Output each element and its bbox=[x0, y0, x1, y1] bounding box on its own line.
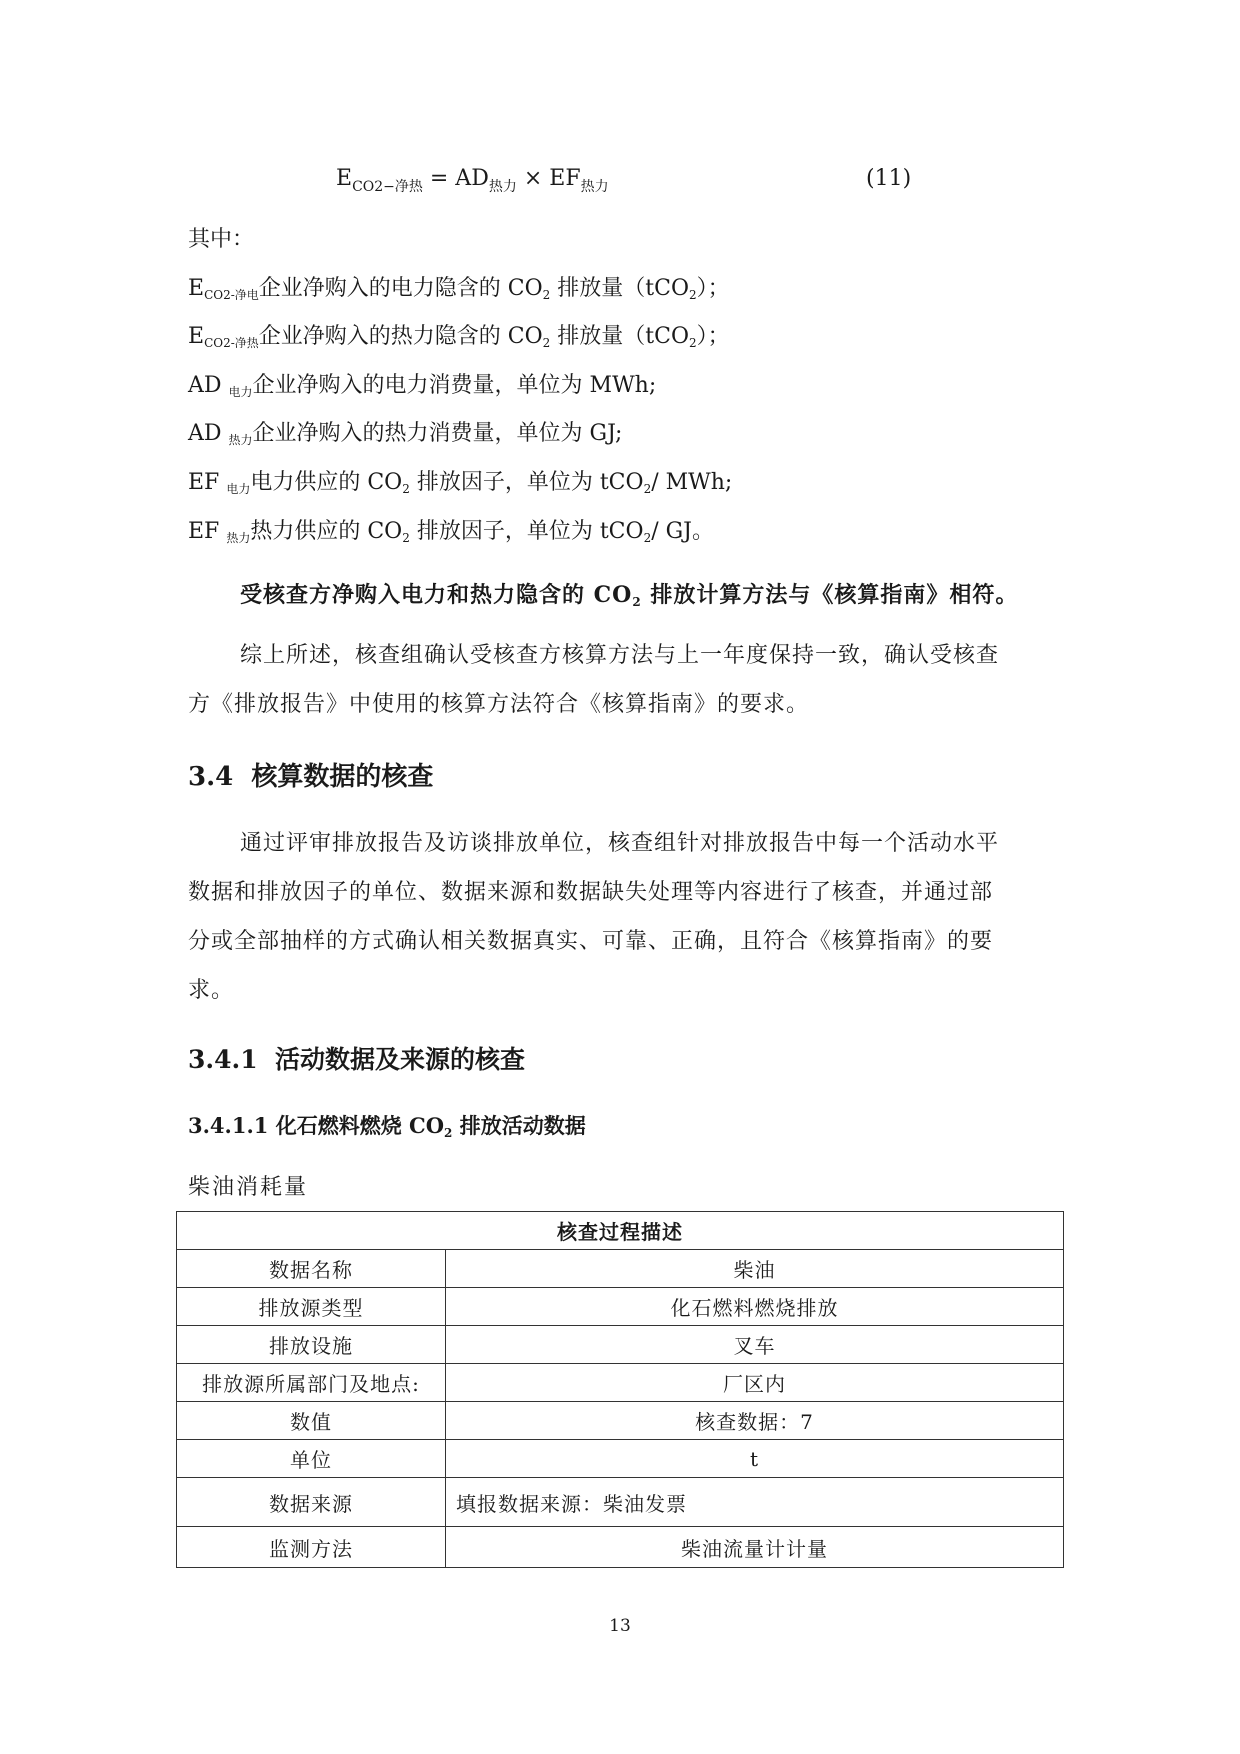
definition-ef-heat: EF $_{热力}$热力供应的 $CO_2$ 排放因子，单位为 tCO$_2$/ GJ。 bbox=[188, 519, 715, 545]
definition-e-net-electricity: $E_{CO2-净电}$企业净购入的电力隐含的 $CO_2$ 排放量（tCO$_2$）； bbox=[188, 276, 730, 302]
definition-ad-heat: AD $_{热力}$企业净购入的热力消费量，单位为 GJ; bbox=[188, 421, 623, 447]
definition-ad-electricity: AD $_{电力}$企业净购入的电力消费量，单位为 MWh; bbox=[188, 373, 657, 399]
row-value: 核查数据：7 bbox=[446, 1402, 1064, 1440]
row-value: 填报数据来源：柴油发票 bbox=[446, 1478, 1064, 1527]
table-row bbox=[177, 1364, 1064, 1402]
section-3-4-line-4: 求。 bbox=[188, 978, 235, 1003]
summary-line-1: 综上所述，核查组确认受核查方核算方法与上一年度保持一致，确认受核查 bbox=[240, 643, 1000, 668]
formula-11: $E_{CO2-净热} = AD_{热力} \times EF_{热力}$ bbox=[336, 166, 609, 195]
row-label: 排放源类型 bbox=[177, 1288, 446, 1326]
row-value: 柴油 bbox=[446, 1250, 1064, 1288]
row-value: 柴油流量计计量 bbox=[446, 1527, 1064, 1568]
section-3-4-line-1: 通过评审排放报告及访谈排放单位，核查组针对排放报告中每一个活动水平 bbox=[240, 831, 1000, 856]
conclusion-statement: 受核查方净购入电力和热力隐含的 $CO_2$ 排放计算方法与《核算指南》相符。 bbox=[240, 582, 1019, 609]
row-label: 排放设施 bbox=[177, 1326, 446, 1364]
row-label: 数据名称 bbox=[177, 1250, 446, 1288]
verification-table bbox=[176, 1211, 1064, 1568]
table-row bbox=[177, 1527, 1064, 1568]
table-row bbox=[177, 1440, 1064, 1478]
table-row bbox=[177, 1402, 1064, 1440]
row-label: 监测方法 bbox=[177, 1527, 446, 1568]
row-value: 厂区内 bbox=[446, 1364, 1064, 1402]
table-row bbox=[177, 1250, 1064, 1288]
table-row bbox=[177, 1288, 1064, 1326]
section-heading-3-4-1: 3.4.1 活动数据及来源的核查 bbox=[188, 1045, 526, 1074]
formula-number: (11) bbox=[866, 166, 912, 191]
where-label: 其中： bbox=[188, 227, 255, 252]
row-label: 单位 bbox=[177, 1440, 446, 1478]
row-label: 数据来源 bbox=[177, 1478, 446, 1527]
row-value: 叉车 bbox=[446, 1326, 1064, 1364]
table-header: 核查过程描述 bbox=[177, 1212, 1064, 1250]
page-number: 13 bbox=[609, 1616, 631, 1636]
table-row bbox=[177, 1326, 1064, 1364]
section-heading-3-4-1-1: 3.4.1.1 化石燃料燃烧 $CO_2$ 排放活动数据 bbox=[188, 1113, 586, 1140]
summary-line-2: 方《排放报告》中使用的核算方法符合《核算指南》的要求。 bbox=[188, 692, 810, 717]
table-header-row bbox=[177, 1212, 1064, 1250]
table-caption: 柴油消耗量 bbox=[188, 1175, 309, 1200]
definition-ef-electricity: EF $_{电力}$电力供应的 $CO_2$ 排放因子，单位为 tCO$_2$/ MWh; bbox=[188, 470, 733, 496]
row-label: 数值 bbox=[177, 1402, 446, 1440]
section-heading-3-4: 3.4 核算数据的核查 bbox=[188, 762, 434, 792]
section-3-4-line-2: 数据和排放因子的单位、数据来源和数据缺失处理等内容进行了核查，并通过部 bbox=[188, 880, 994, 905]
row-value: t bbox=[446, 1440, 1064, 1478]
table-row bbox=[177, 1478, 1064, 1527]
definition-e-net-heat: $E_{CO2-净热}$企业净购入的热力隐含的 $CO_2$ 排放量（tCO$_2$）； bbox=[188, 324, 730, 350]
section-3-4-line-3: 分或全部抽样的方式确认相关数据真实、可靠、正确，且符合《核算指南》的要 bbox=[188, 929, 994, 954]
row-value: 化石燃料燃烧排放 bbox=[446, 1288, 1064, 1326]
row-label: 排放源所属部门及地点: bbox=[177, 1364, 446, 1402]
